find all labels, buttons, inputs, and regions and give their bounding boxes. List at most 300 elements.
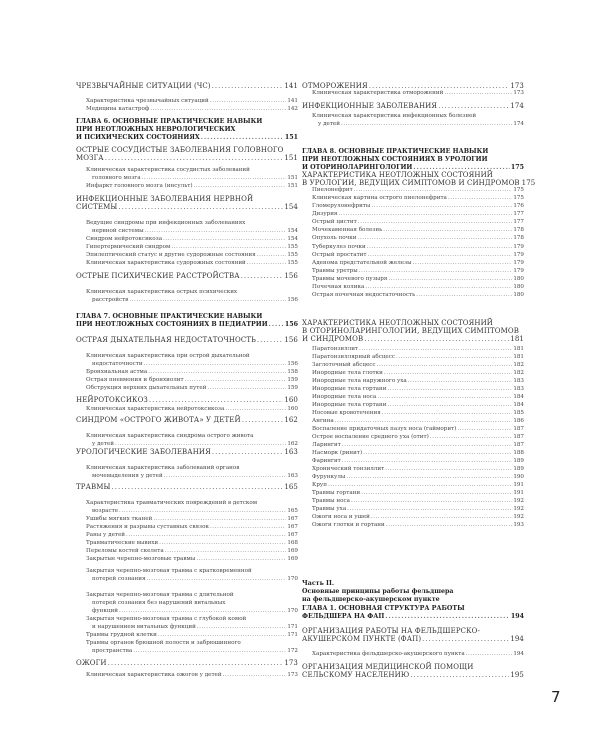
toc-entry-sub [76, 671, 298, 679]
leader-dots [351, 497, 512, 505]
toc-entry-title-line: Растяжения и разрывы суставных связок [86, 524, 209, 530]
toc-entry-title-line: Заглоточный абсцесс [312, 362, 376, 368]
toc-entry-title-line: Травматические вывихи [86, 540, 159, 546]
toc-entry-sub [302, 385, 524, 393]
toc-entry-title-line: ГЛАВА 1. ОСНОВНАЯ СТРУКТУРА РАБОТЫ [302, 605, 465, 612]
toc-entry-sub [76, 97, 298, 105]
toc-entry-title-line: МОЗГА [76, 154, 104, 162]
toc-entry-sub [302, 441, 524, 449]
toc-entry-title-line: В УРОЛОГИИ, ВЕДУЩИХ СИМПТОМОВ И СИНДРОМОВ [302, 179, 520, 187]
toc-entry-title-line: Клиническая характеристика заболеваний органов [86, 465, 240, 471]
toc-entry-sub [76, 547, 298, 555]
toc-entry-sub [302, 457, 524, 465]
toc-entry-title-line: ОСТРЫЕ СОСУДИСТЫЕ ЗАБОЛЕВАНИЯ ГОЛОВНОГО [76, 146, 284, 154]
toc-entry-title-line: Круп [312, 482, 327, 488]
toc-entry-sec [76, 416, 298, 424]
leader-dots [185, 376, 287, 384]
toc-entry-title-line: Ожоги носа и ушей [312, 514, 370, 520]
toc-entry-title-line: Дизурия [312, 211, 338, 217]
leader-dots [129, 296, 286, 304]
toc-entry-sec [302, 627, 524, 643]
toc-entry-title-line: ФЕЛЬДШЕРА НА ФАП [302, 613, 385, 620]
toc-entry-title-line: возрасте [92, 508, 119, 514]
toc-entry-sub [302, 409, 524, 417]
toc-entry-sub [76, 523, 298, 531]
toc-entry-sub [76, 235, 298, 243]
toc-entry-title-line: ПРИ НЕОТЛОЖНЫХ НЕВРОЛОГИЧЕСКИХ [76, 126, 236, 133]
toc-page-number: 156 [287, 297, 298, 303]
toc-entry-title-line: и нарушением витальных функций [92, 624, 196, 630]
toc-entry-sub [302, 521, 524, 529]
leader-dots [108, 659, 284, 667]
leader-dots [196, 555, 286, 563]
leader-dots [133, 647, 286, 655]
leader-dots [212, 82, 284, 90]
leader-dots [194, 182, 287, 190]
toc-entry-title-line: Медицина катастроф [86, 106, 150, 112]
toc-entry-title-line: Туберкулез почки [312, 244, 366, 250]
toc-entry-sub [302, 489, 524, 497]
toc-page-number: 178 [513, 235, 524, 241]
leader-dots [142, 174, 287, 182]
toc-entry-title-line: Ангина [312, 418, 334, 424]
toc-page-number: 194 [513, 651, 524, 657]
leader-dots [269, 321, 284, 329]
toc-entry-title-line: Клиническая характеристика судорожных состояний [86, 260, 246, 266]
leader-dots [457, 425, 512, 433]
toc-entry-title-line: у детей [92, 441, 114, 447]
toc-page-number: 177 [513, 219, 524, 225]
toc-page-number: 173 [284, 659, 298, 667]
toc-entry-sub [302, 186, 524, 194]
leader-dots [367, 243, 513, 251]
toc-entry-sec [76, 396, 298, 404]
toc-page-number: 192 [513, 498, 524, 504]
toc-entry-sub [302, 473, 524, 481]
toc-entry-title-line: УРОЛОГИЧЕСКИЕ ЗАБОЛЕВАНИЯ [76, 448, 211, 456]
leader-dots [410, 671, 509, 679]
leader-dots [223, 671, 287, 679]
toc-entry-title-line: у детей [318, 121, 340, 127]
toc-entry-sub [302, 345, 524, 353]
toc-page-number: 193 [513, 522, 524, 528]
toc-entry-sub [76, 639, 298, 655]
leader-dots [422, 635, 509, 643]
toc-entry-title-line: Острый простатит [312, 252, 367, 258]
toc-entry-sec [76, 272, 298, 280]
toc-entry-title-line: мочевыделения у детей [92, 473, 163, 479]
toc-entry-title-line: Часть II. [302, 580, 335, 587]
toc-entry-title-line: Острое воспаление среднего уха (отит) [312, 434, 429, 440]
toc-page-number: 183 [513, 386, 524, 392]
toc-entry-title-line: СИСТЕМЫ [76, 203, 118, 211]
toc-page-number: 170 [287, 608, 298, 614]
toc-entry-title-line: Инородные тела гортани [312, 402, 387, 408]
toc-page-number: 177 [513, 211, 524, 217]
toc-page-number: 165 [287, 508, 298, 514]
leader-dots [257, 251, 287, 259]
toc-entry-sub [302, 267, 524, 275]
toc-page-number: 158 [287, 369, 298, 375]
toc-page-number: 192 [513, 506, 524, 512]
toc-entry-sub [76, 432, 298, 448]
toc-entry-title-line: Фурункулы [312, 474, 346, 480]
toc-entry-sub [76, 539, 298, 547]
leader-dots [247, 259, 287, 267]
leader-dots [338, 210, 512, 218]
toc-page-number: 160 [287, 406, 298, 412]
leader-dots [361, 489, 512, 497]
leader-dots [153, 515, 286, 523]
leader-dots [359, 345, 512, 353]
toc-entry-sec [302, 319, 524, 343]
toc-entry-sub [76, 464, 298, 480]
toc-page-number: 162 [284, 416, 298, 424]
toc-page-number: 175 [521, 179, 536, 187]
leader-dots [358, 218, 513, 226]
toc-entry-title-line: ЧРЕЗВЫЧАЙНЫЕ СИТУАЦИИ (ЧС) [76, 82, 211, 90]
toc-entry-title-line: Ларингит [312, 442, 341, 448]
toc-page-number: 174 [510, 102, 524, 110]
toc-page-number: 151 [287, 175, 298, 181]
toc-entry-title-line: Клиническая характеристика отморожений [312, 90, 444, 96]
toc-entry-sub [76, 368, 298, 376]
toc-page-number: 179 [513, 244, 524, 250]
toc-page-number: 175 [510, 164, 524, 171]
toc-page-number: 189 [513, 466, 524, 472]
toc-page-number: 165 [284, 483, 298, 491]
toc-entry-sub [302, 425, 524, 433]
toc-page-number: 167 [287, 516, 298, 522]
toc-entry-title-line: Клиническая характеристика ожогов у детей [86, 672, 222, 678]
leader-dots [225, 405, 286, 413]
leader-dots [171, 243, 286, 251]
toc-entry-title-line: ОЖОГИ [76, 659, 107, 667]
toc-entry-title-line: Эпилептический статус и другие судорожные состояния [86, 252, 256, 258]
toc-entry-title-line: Характеристика чрезвычайных ситуаций [86, 98, 209, 104]
toc-entry-title-line: пространства [92, 648, 133, 654]
toc-page-number: 185 [513, 410, 524, 416]
toc-page-number: 181 [510, 335, 524, 343]
leader-dots [111, 483, 283, 491]
toc-entry-title-line: на фельдшерско-акушерском пункте [302, 596, 440, 603]
leader-dots [383, 226, 512, 234]
toc-entry-title-line: Насморк (ринит) [312, 450, 363, 456]
leader-dots [241, 272, 284, 280]
leader-dots [358, 234, 513, 242]
toc-entry-title-line: И ПСИХИЧЕСКИХ СОСТОЯНИЯХ [76, 134, 200, 141]
toc-entry-sub [76, 631, 298, 639]
leader-dots [105, 154, 284, 162]
toc-entry-sub [76, 251, 298, 259]
leader-dots [148, 368, 286, 376]
leader-dots [145, 227, 287, 235]
toc-entry-sub [302, 481, 524, 489]
leader-dots [342, 441, 513, 449]
leader-dots [363, 449, 512, 457]
leader-dots [119, 607, 286, 615]
toc-entry-sub [302, 401, 524, 409]
toc-entry-sub [76, 531, 298, 539]
toc-entry-title-line: недостаточности [92, 361, 143, 367]
toc-entry-title-line: Воспаление придаточных пазух носа (гайморит) [312, 426, 457, 432]
leader-dots [159, 539, 286, 547]
toc-entry-title-line: Инородные тела глотки [312, 370, 383, 376]
leader-dots [387, 401, 512, 409]
toc-entry-title-line: ОРГАНИЗАЦИЯ РАБОТЫ НА ФЕЛЬДШЕРСКО- [302, 627, 480, 635]
toc-entry-title-line: АКУШЕРСКОМ ПУНКТЕ (ФАП) [302, 635, 422, 643]
toc-page-number: 159 [287, 385, 298, 391]
toc-entry-chap [76, 313, 298, 329]
toc-entry-title-line: И ОТОРИНОЛАРИНГОЛОГИИ [302, 164, 413, 171]
toc-page-number: 187 [513, 426, 524, 432]
toc-entry-sec [302, 102, 524, 110]
toc-page-number: 194 [510, 613, 524, 620]
toc-page-number: 151 [284, 134, 298, 141]
toc-entry-title-line: Ожоги глотки и гортани [312, 522, 385, 528]
toc-page-number: 154 [287, 236, 298, 242]
toc-page-number: 141 [287, 98, 298, 104]
toc-page-number: 195 [510, 671, 524, 679]
toc-entry-sub [76, 105, 298, 113]
toc-entry-title-line: СЕЛЬСКОМУ НАСЕЛЕНИЮ [302, 671, 410, 679]
toc-entry-sub [302, 433, 524, 441]
toc-entry-sub [302, 234, 524, 242]
toc-page-number: 151 [287, 183, 298, 189]
toc-entry-sub [302, 650, 524, 658]
toc-page-number: 172 [287, 648, 298, 654]
toc-entry-sub [76, 555, 298, 563]
toc-page-number: 179 [513, 260, 524, 266]
toc-entry-title-line: ОСТРАЯ ДЫХАТЕЛЬНАЯ НЕДОСТАТОЧНОСТЬ [76, 336, 256, 344]
toc-page-number: 170 [287, 576, 298, 582]
toc-entry-title-line: Гломерулонефриты [312, 203, 371, 209]
toc-entry-title-line: Переломы костей скелета [86, 548, 164, 554]
toc-page-number: 163 [284, 448, 298, 456]
toc-entry-title-line: Раны у детей [86, 532, 126, 538]
toc-entry-title-line: Клиническая характеристика сосудистых заболеваний [86, 167, 250, 173]
leader-dots [438, 102, 509, 110]
leader-dots [346, 473, 512, 481]
toc-entry-sub [302, 497, 524, 505]
toc-page-number: 184 [513, 394, 524, 400]
toc-entry-title-line: Инородные тела гортани [312, 386, 387, 392]
leader-dots [144, 360, 287, 368]
leader-dots [385, 613, 510, 621]
toc-page-number: 182 [513, 362, 524, 368]
toc-entry-title-line: ХАРАКТЕРИСТИКА НЕОТЛОЖНЫХ СОСТОЯНИЙ [302, 171, 493, 179]
toc-entry-title-line: Мочекаменная болезнь [312, 227, 383, 233]
toc-entry-title-line: НЕЙРОТОКСИКОЗ [76, 396, 148, 404]
toc-entry-sub [76, 352, 298, 368]
toc-entry-sec [76, 448, 298, 456]
toc-page-number: 191 [513, 482, 524, 488]
toc-page-number: 169 [287, 548, 298, 554]
toc-entry-sub [302, 393, 524, 401]
leader-dots [201, 134, 284, 142]
toc-entry-title-line: ИНФЕКЦИОННЫЕ ЗАБОЛЕВАНИЯ [302, 102, 438, 110]
toc-entry-sub [302, 465, 524, 473]
toc-entry-title-line: Пиелонефрит [312, 187, 353, 193]
toc-entry-title-line: Травмы носа [312, 498, 350, 504]
toc-page-number: 173 [510, 82, 524, 90]
toc-entry-title-line: Острая почечная недостаточность [312, 292, 416, 298]
leader-dots [466, 650, 513, 658]
leader-dots [387, 385, 512, 393]
toc-entry-sec [76, 483, 298, 491]
toc-page-number: 186 [513, 418, 524, 424]
leader-dots [430, 433, 513, 441]
toc-entry-title-line: ТРАВМЫ [76, 483, 111, 491]
leader-dots [413, 259, 513, 267]
leader-dots [377, 393, 512, 401]
toc-entry-title-line: головного мозга [92, 175, 141, 181]
leader-dots [242, 416, 284, 424]
toc-page-number: 167 [287, 532, 298, 538]
leader-dots [210, 523, 286, 531]
toc-entry-sub [76, 499, 298, 515]
toc-entry-sub [76, 515, 298, 523]
toc-entry-sec [76, 146, 298, 162]
toc-entry-sub [302, 283, 524, 291]
toc-entry-title-line: Клиническая картина острого пиелонефрита [312, 195, 447, 201]
toc-entry-title-line: Закрытая черепно-мозговая травма с кратковременной [86, 568, 252, 574]
toc-entry-title-line: Гипертермический синдром [86, 244, 171, 250]
toc-page-number: 159 [287, 377, 298, 383]
toc-page-number: 181 [513, 354, 524, 360]
toc-entry-title-line: Ушибы мягких тканей [86, 516, 153, 522]
toc-entry-title-line: Аденома предстательной железы [312, 260, 412, 266]
page-number: 7 [551, 688, 561, 706]
toc-entry-sub [302, 353, 524, 361]
toc-entry-title-line: Травмы грудной клетки [86, 632, 157, 638]
toc-page-number: 154 [284, 203, 298, 211]
leader-dots [165, 547, 287, 555]
toc-entry-title-line: Инородные тела наружного уха [312, 378, 407, 384]
toc-entry-title-line: Клиническая характеристика при острой дыхательной [86, 353, 250, 359]
toc-entry-title-line: И СИНДРОМОВ [302, 335, 364, 343]
toc-page-number: 190 [513, 474, 524, 480]
toc-entry-title-line: потерей сознания без нарушений витальных [92, 600, 226, 606]
leader-dots [328, 481, 512, 489]
toc-entry-title-line: Закрытая черепно-мозговая травма с длительной [86, 592, 234, 598]
toc-entry-sub [302, 417, 524, 425]
toc-page-number: 169 [287, 556, 298, 562]
toc-page-number: 168 [287, 540, 298, 546]
toc-entry-sec [76, 195, 298, 211]
toc-entry-title-line: Носовые кровотечения [312, 410, 381, 416]
toc-page-number: 156 [287, 361, 298, 367]
leader-dots [158, 631, 286, 639]
toc-entry-title-line: Характеристика фельдшерско-акушерского пункта [312, 651, 465, 657]
leader-dots [341, 120, 512, 128]
toc-entry-title-line: Острый цистит [312, 219, 357, 225]
toc-entry-sub [302, 369, 524, 377]
toc-page-number: 155 [287, 244, 298, 250]
leader-dots [164, 472, 287, 480]
leader-dots [368, 251, 513, 259]
leader-dots [163, 235, 286, 243]
leader-dots [147, 575, 287, 583]
toc-entry-sub [302, 226, 524, 234]
toc-page-number: 142 [287, 106, 298, 112]
toc-page-number: 175 [513, 187, 524, 193]
toc-entry-title-line: Острая пневмония и бронхиолит [86, 377, 184, 383]
toc-entry-title-line: ПРИ НЕОТЛОЖНЫХ СОСТОЯНИЯХ В УРОЛОГИИ [302, 156, 488, 163]
toc-page-number: 183 [513, 378, 524, 384]
toc-entry-sub [302, 210, 524, 218]
toc-page-number: 156 [284, 336, 298, 344]
leader-dots [416, 291, 512, 299]
toc-entry-title-line: Синдром нейротоксикоза [86, 236, 163, 242]
leader-dots [342, 457, 513, 465]
leader-dots [210, 97, 287, 105]
toc-entry-sec [76, 336, 298, 344]
toc-page-number: 162 [287, 441, 298, 447]
toc-page-number: 179 [513, 268, 524, 274]
toc-page-number: 181 [513, 346, 524, 352]
toc-entry-title-line: Бронхиальная астма [86, 369, 148, 375]
toc-entry-title-line: Травмы мочевого пузыря [312, 276, 388, 282]
toc-entry-sub [302, 259, 524, 267]
leader-dots [150, 105, 286, 113]
leader-dots [359, 267, 513, 275]
toc-entry-sub [76, 182, 298, 190]
toc-page-number: 194 [510, 635, 524, 643]
toc-page-number: 174 [513, 121, 524, 127]
toc-entry-title-line: функций [92, 608, 118, 614]
toc-entry-sub [76, 405, 298, 413]
toc-page-number: 160 [284, 396, 298, 404]
toc-entry-title-line: В ОТОРИНОЛАРИНГОЛОГИИ, ВЕДУЩИХ СИМПТОМОВ [302, 327, 519, 335]
toc-entry-title-line: ПРИ НЕОТЛОЖНЫХ СОСТОЯНИЯХ В ПЕДИАТРИИ [76, 321, 268, 328]
toc-entry-title-line: Клиническая характеристика инфекционных болезней [312, 113, 477, 119]
toc-entry-sub [302, 449, 524, 457]
toc-page-number: 187 [513, 442, 524, 448]
leader-dots [207, 384, 286, 392]
toc-entry-sub [302, 513, 524, 521]
toc-entry-sub [76, 219, 298, 235]
toc-page-number: 178 [513, 227, 524, 233]
toc-page-number: 175 [513, 195, 524, 201]
toc-page-number: 180 [513, 276, 524, 282]
toc-page-number: 173 [287, 672, 298, 678]
toc-entry-sub [302, 291, 524, 299]
leader-dots [388, 275, 512, 283]
toc-entry-sub [302, 202, 524, 210]
toc-entry-title-line: Клиническая характеристика синдрома острого живота [86, 433, 254, 439]
toc-entry-title-line: ОСТРЫЕ ПСИХИЧЕСКИЕ РАССТРОЙСТВА [76, 272, 240, 280]
toc-entry-title-line: ИНФЕКЦИОННЫЕ ЗАБОЛЕВАНИЯ НЕРВНОЙ [76, 195, 254, 203]
toc-entry-sub [302, 89, 524, 97]
toc-entry-sec [76, 659, 298, 667]
toc-entry-title-line: Основные принципы работы фельдшера [302, 588, 454, 595]
toc-entry-sub [302, 218, 524, 226]
leader-dots [384, 369, 512, 377]
leader-dots [386, 521, 513, 529]
toc-entry-sub [76, 384, 298, 392]
toc-page-number: 155 [287, 260, 298, 266]
leader-dots [119, 507, 286, 515]
toc-page-number: 155 [287, 252, 298, 258]
toc-entry-title-line: Закрытые черепно-мозговые травмы [86, 556, 196, 562]
toc-page-number: 191 [513, 490, 524, 496]
leader-dots [396, 353, 512, 361]
toc-entry-title-line: ХАРАКТЕРИСТИКА НЕОТЛОЖНЫХ СОСТОЯНИЙ [302, 319, 493, 327]
leader-dots [448, 194, 512, 202]
toc-entry-title-line: потерей сознания [92, 576, 146, 582]
toc-entry-title-line: Травмы гортани [312, 490, 361, 496]
